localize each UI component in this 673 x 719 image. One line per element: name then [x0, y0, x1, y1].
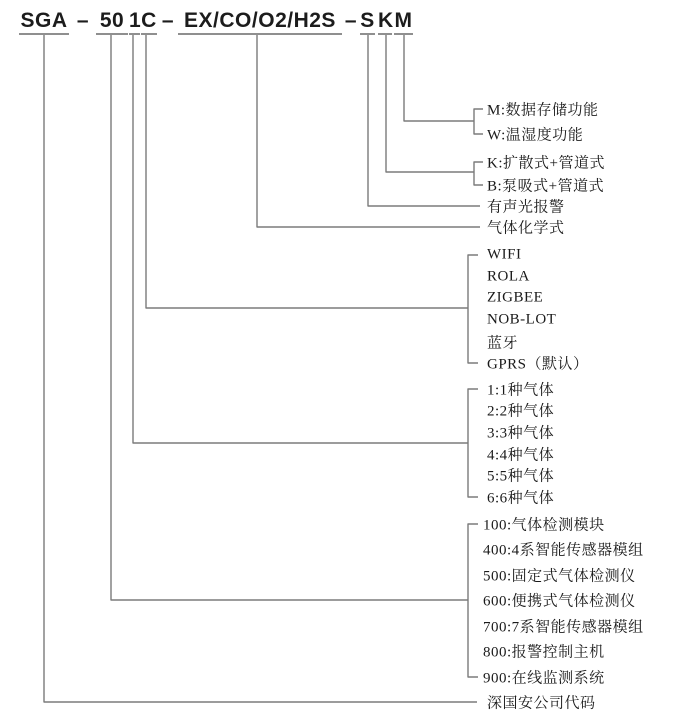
branch-label-alarm: 有声光报警	[487, 199, 565, 216]
bracket-comm	[468, 255, 478, 363]
branch-label-gas6: 6:6种气体	[487, 490, 555, 507]
branch-label-gas3: 3:3种气体	[487, 425, 555, 442]
branch-label-gas-formula: 气体化学式	[487, 220, 565, 237]
branch-label-bluetooth: 蓝牙	[487, 335, 519, 352]
model-segment-comm: C	[141, 10, 157, 35]
branch-label-series-100: 100:气体检测模块	[483, 517, 605, 534]
connector-gas-count	[133, 35, 468, 443]
branch-label-series-500: 500:固定式气体检测仪	[483, 568, 636, 585]
connector-sampling	[386, 35, 474, 172]
model-dash: –	[344, 9, 358, 32]
model-dash: –	[161, 9, 175, 32]
model-segment-alarm: S	[360, 10, 375, 35]
branch-label-series-700: 700:7系智能传感器模组	[483, 619, 644, 636]
branch-label-diffusion: K:扩散式+管道式	[487, 155, 605, 172]
model-segment-function: M	[394, 10, 413, 35]
branch-label-pump: B:泵吸式+管道式	[487, 178, 605, 195]
branch-label-company: 深国安公司代码	[487, 695, 596, 712]
model-segment-series: 50	[96, 10, 128, 35]
branch-label-gas2: 2:2种气体	[487, 403, 555, 420]
model-segment-sampling: K	[378, 10, 392, 35]
branch-label-series-600: 600:便携式气体检测仪	[483, 593, 636, 610]
connector-function	[404, 35, 474, 121]
branch-label-gas4: 4:4种气体	[487, 447, 555, 464]
branch-label-gas1: 1:1种气体	[487, 382, 555, 399]
bracket-gas-count	[468, 389, 478, 497]
connector-series	[111, 35, 468, 600]
branch-label-series-800: 800:报警控制主机	[483, 644, 605, 661]
branch-label-humidity: W:温湿度功能	[487, 127, 584, 144]
branch-label-series-400: 400:4系智能传感器模组	[483, 542, 644, 559]
branch-label-wifi: WIFI	[487, 246, 522, 263]
branch-label-nob-lot: NOB-LOT	[487, 311, 557, 328]
model-segment-gas-formula: EX/CO/O2/H2S	[178, 10, 342, 35]
branch-label-gas5: 5:5种气体	[487, 468, 555, 485]
bracket-function	[474, 109, 483, 134]
model-segment-gas-count: 1	[129, 10, 140, 35]
model-segment-company: SGA	[19, 10, 69, 35]
model-dash: –	[76, 9, 90, 32]
branch-label-series-900: 900:在线监测系统	[483, 670, 605, 687]
connector-company	[44, 35, 477, 702]
bracket-series	[468, 524, 478, 677]
branch-label-storage: M:数据存储功能	[487, 102, 599, 119]
branch-label-zigbee: ZIGBEE	[487, 289, 544, 306]
branch-label-rola: ROLA	[487, 268, 530, 285]
branch-label-gprs: GPRS（默认）	[487, 356, 589, 373]
bracket-sampling	[474, 162, 483, 185]
